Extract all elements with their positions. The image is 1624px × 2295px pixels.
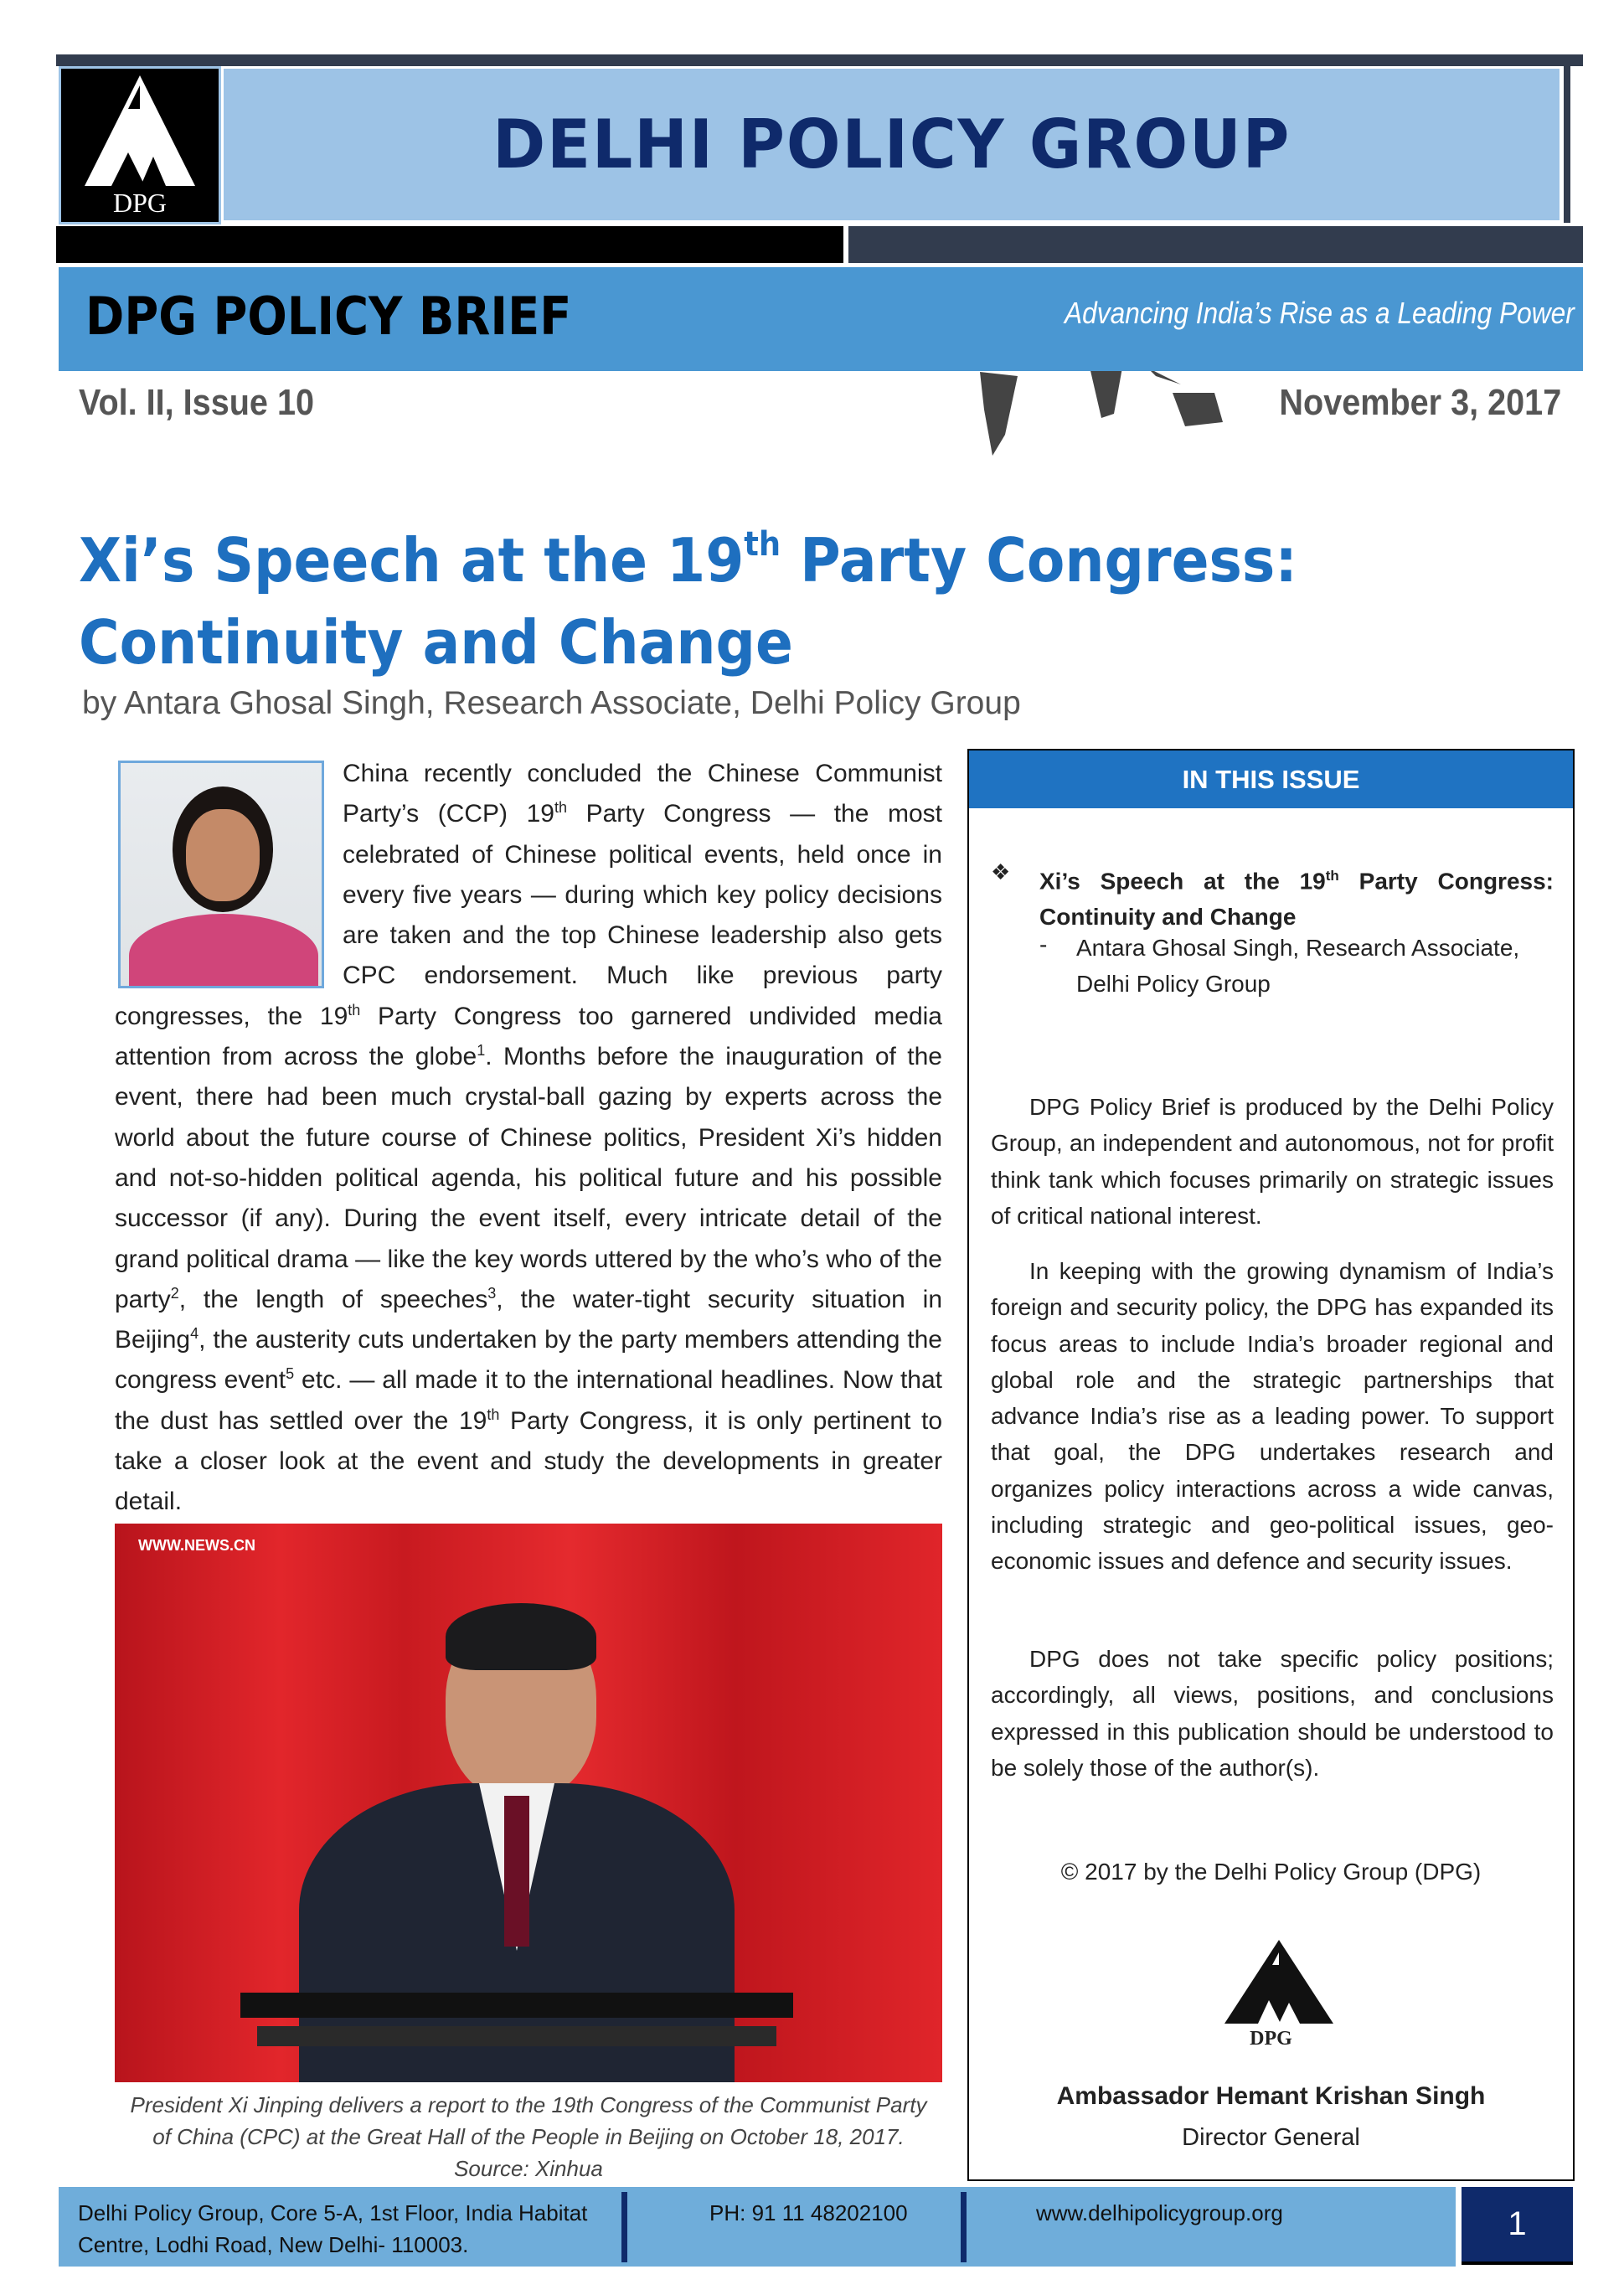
masthead-edge xyxy=(1564,66,1570,223)
dash: - xyxy=(1039,931,1048,957)
article-title: Xi’s Speech at the 19th Party Congress: Continuity and Change xyxy=(79,525,1297,678)
xi-jinping-photo xyxy=(115,1524,942,2082)
phone: PH: 91 11 48202100 xyxy=(709,2200,908,2225)
copyright: © 2017 by the Delhi Policy Group (DPG) xyxy=(1060,1859,1482,1885)
divider-bar xyxy=(848,226,1583,263)
focus-paragraph: In keeping with the growing dynamism of India’s foreign and security policy, the DPG has expanded its focus areas to include India’s broader regional and global role and the strategic partnerships that advance India’s rise as a leading power. To support that goal, the DPG undertakes research and organizes policy interactions across a wide canvas, including strategic and geo-political issues, geo-economic issues and defence and security issues. xyxy=(991,1258,1554,1575)
page-number: 1 xyxy=(1462,2187,1573,2265)
address-line: Centre, Lodhi Road, New Delhi- 110003. xyxy=(78,2232,469,2257)
body-text-run: , the water-tight security situation in Beijing xyxy=(115,1285,943,1354)
tagline: Advancing India’s Rise as a Leading Power xyxy=(1065,296,1575,330)
org-name: DELHI POLICY GROUP xyxy=(492,106,1291,183)
issue-date: November 3, 2017 xyxy=(1279,382,1561,423)
photo-watermark: WWW.NEWS.CN xyxy=(138,1537,255,1554)
footnote-ref: 4 xyxy=(190,1325,199,1343)
signatory-name: Ambassador Hemant Krishan Singh xyxy=(1056,2082,1486,2110)
policy-brief-band xyxy=(59,267,1583,371)
body-text-run: , the length of speeches xyxy=(178,1285,488,1313)
issue-item: Xi’s Speech at the 19th Party Congress: Continuity and Change xyxy=(1039,868,1554,931)
footnote-ref: th xyxy=(487,1405,500,1423)
brief-title: DPG POLICY BRIEF xyxy=(85,286,572,347)
photo-caption: President Xi Jinping delivers a report to the 19th Congress of the Communist Party of China (CPC) at the Great Hall of the People in Beijing on October 18, 2017. Source: Xinhua xyxy=(130,2092,927,2181)
logo-text: DPG xyxy=(1250,2028,1292,2050)
body-text-run: etc. — all made it to the international headlines. Now that the dust has settled over the 19 xyxy=(115,1366,942,1435)
dpg-logo-small xyxy=(1220,1940,1338,2040)
issue-author: Antara Ghosal Singh, Research Associate, Delhi Policy Group xyxy=(1076,935,1520,997)
sidebar-heading: IN THIS ISSUE xyxy=(969,750,1573,808)
author-photo xyxy=(118,761,324,988)
logo-text: DPG xyxy=(112,188,167,218)
body-text-run: Party Congress too garnered undivided media attention from across the globe xyxy=(115,1002,942,1071)
footnote-ref: 2 xyxy=(170,1284,179,1302)
signatory-title: Director General xyxy=(1182,2124,1360,2151)
about-paragraph: DPG Policy Brief is produced by the Delhi Policy Group, an independent and autonomous, not for profit think tank which focuses primarily on strategic issues of critical national interest. xyxy=(991,1094,1554,1229)
footnote-ref: 3 xyxy=(487,1284,497,1302)
website-link[interactable]: www.delhipolicygroup.org xyxy=(1036,2200,1283,2225)
footnote-ref: 5 xyxy=(286,1365,295,1383)
footer xyxy=(59,2187,1456,2267)
footnote-ref: th xyxy=(554,799,567,817)
byline: by Antara Ghosal Singh, Research Associate, Delhi Policy Group xyxy=(82,685,1021,721)
volume-issue: Vol. II, Issue 10 xyxy=(79,382,314,423)
footnote-ref: th xyxy=(348,1001,361,1019)
address-line: Delhi Policy Group, Core 5-A, 1st Floor, India Habitat xyxy=(78,2200,588,2225)
body-text-run: China recently concluded the Chinese Communist Party’s (CCP) 19 xyxy=(343,760,942,828)
bullet-icon: ❖ xyxy=(991,859,1011,884)
disclaimer-paragraph: DPG does not take specific policy positions; accordingly, all views, positions, and conclusions expressed in this publication should be understood to be solely those of the author(s). xyxy=(991,1646,1554,1781)
top-bar xyxy=(56,54,1583,66)
divider-bar xyxy=(56,226,843,263)
body-text-run: , the austerity cuts undertaken by the party members attending the congress event xyxy=(115,1326,942,1395)
body-text-run: Party Congress, it is only pertinent to take a closer look at the event and study the developments in greater detail. xyxy=(115,1406,943,1516)
masthead xyxy=(221,66,1562,223)
body-text-run: Party Congress — the most celebrated of Chinese political events, held once in every five years — during which key policy decisions are taken and the top Chinese leadership also gets CPC endorsement. Much like previous party congresses, the 19 xyxy=(115,800,942,1030)
in-this-issue-box xyxy=(967,749,1575,2181)
dpg-logo xyxy=(59,66,221,224)
body-text-run: . Months before the inauguration of the event, there had been much crystal-ball gazing by experts across the world about the future course of Chinese politics, President Xi’s hidden and not-so-hidden political agenda, his political future and his possible successor (if any). During the event itself, every intricate detail of the grand political drama — like the key words uttered by the who’s who of the party xyxy=(115,1043,942,1313)
footnote-ref: 1 xyxy=(477,1042,486,1060)
article-body xyxy=(115,754,942,1523)
